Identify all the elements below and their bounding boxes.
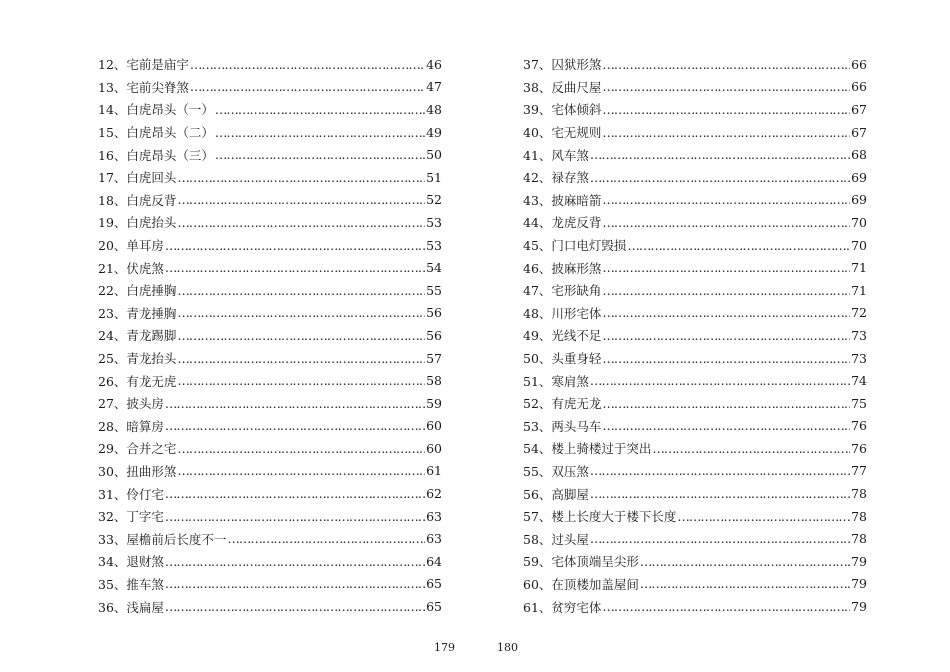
entry-title: 青龙抬头 <box>126 351 177 367</box>
entry-page-number: 77 <box>851 463 867 479</box>
entry-page-number: 46 <box>426 56 442 72</box>
dot-leader <box>177 283 425 298</box>
toc-entry <box>523 98 867 121</box>
entry-title: 有龙无虎 <box>126 373 177 389</box>
entry-title: 披头房 <box>126 396 164 412</box>
entry-title: 门口电灯毁损 <box>551 238 627 254</box>
dot-leader <box>190 57 425 72</box>
entry-number: 13、 <box>98 79 127 95</box>
dot-leader <box>165 554 425 569</box>
entry-number: 48、 <box>523 305 552 321</box>
entry-page-number: 63 <box>426 508 442 524</box>
dot-leader <box>640 554 850 569</box>
entry-page-number: 56 <box>426 327 442 343</box>
toc-entry <box>523 302 867 325</box>
entry-number: 37、 <box>523 57 552 73</box>
entry-title: 丁字宅 <box>126 509 164 525</box>
entry-number: 27、 <box>98 396 127 412</box>
entry-page-number: 71 <box>851 260 867 276</box>
entry-number: 45、 <box>523 238 552 254</box>
toc-entry <box>523 347 867 370</box>
entry-title: 伏虎煞 <box>126 260 164 276</box>
toc-entry <box>523 143 867 166</box>
toc-entry <box>523 573 867 596</box>
entry-page-number: 69 <box>851 169 867 185</box>
entry-page-number: 79 <box>851 599 867 615</box>
entry-page-number: 68 <box>851 147 867 163</box>
entry-number: 57、 <box>523 509 552 525</box>
entry-title: 宅前是庙宇 <box>126 57 189 73</box>
dot-leader <box>602 79 850 94</box>
entry-title: 披麻暗箭 <box>551 192 602 208</box>
toc-entry <box>98 595 442 618</box>
entry-page-number: 50 <box>426 147 442 163</box>
entry-page-number: 65 <box>426 599 442 615</box>
dot-leader <box>590 170 850 185</box>
dot-leader <box>627 238 850 253</box>
entry-title: 龙虎反背 <box>551 215 602 231</box>
entry-number: 28、 <box>98 418 127 434</box>
entry-number: 34、 <box>98 554 127 570</box>
entry-page-number: 67 <box>851 124 867 140</box>
dot-leader <box>602 305 850 320</box>
entry-page-number: 79 <box>851 553 867 569</box>
entry-page-number: 63 <box>426 531 442 547</box>
page-number-right: 180 <box>497 641 518 654</box>
entry-title: 白虎昂头（三） <box>126 147 214 163</box>
entry-page-number: 62 <box>426 486 442 502</box>
entry-title: 扭曲形煞 <box>126 463 177 479</box>
dot-leader <box>602 260 850 275</box>
toc-entry <box>98 166 442 189</box>
entry-title: 白虎回头 <box>126 170 177 186</box>
entry-page-number: 57 <box>426 350 442 366</box>
entry-number: 61、 <box>523 599 552 615</box>
toc-entry <box>98 189 442 212</box>
dot-leader <box>590 463 850 478</box>
dot-leader <box>177 441 425 456</box>
entry-number: 55、 <box>523 463 552 479</box>
toc-entry <box>523 550 867 573</box>
entry-page-number: 61 <box>426 463 442 479</box>
entry-number: 16、 <box>98 147 127 163</box>
entry-number: 15、 <box>98 125 127 141</box>
entry-number: 44、 <box>523 215 552 231</box>
dot-leader <box>602 125 850 140</box>
entry-title: 合并之宅 <box>126 441 177 457</box>
dot-leader <box>177 351 425 366</box>
entry-title: 两头马车 <box>551 418 602 434</box>
toc-entry <box>98 505 442 528</box>
entry-title: 单耳房 <box>126 238 164 254</box>
entry-number: 29、 <box>98 441 127 457</box>
entry-title: 贫穷宅体 <box>551 599 602 615</box>
toc-entry <box>523 527 867 550</box>
toc-entry <box>98 482 442 505</box>
entry-page-number: 47 <box>426 79 442 95</box>
dot-leader <box>602 215 850 230</box>
entry-number: 60、 <box>523 576 552 592</box>
entry-page-number: 78 <box>851 508 867 524</box>
entry-number: 47、 <box>523 283 552 299</box>
entry-number: 35、 <box>98 576 127 592</box>
entry-number: 53、 <box>523 418 552 434</box>
toc-entry <box>523 256 867 279</box>
entry-number: 24、 <box>98 328 127 344</box>
entry-page-number: 75 <box>851 395 867 411</box>
entry-title: 暗算房 <box>126 418 164 434</box>
entry-title: 白虎昂头（一） <box>126 102 214 118</box>
entry-page-number: 64 <box>426 553 442 569</box>
dot-leader <box>590 486 850 501</box>
toc-entry <box>523 595 867 618</box>
entry-page-number: 70 <box>851 214 867 230</box>
toc-entry <box>98 324 442 347</box>
entry-title: 有虎无龙 <box>551 396 602 412</box>
toc-entry <box>98 415 442 438</box>
entry-title: 宅无规则 <box>551 125 602 141</box>
entry-number: 25、 <box>98 351 127 367</box>
dot-leader <box>177 215 425 230</box>
entry-page-number: 52 <box>426 192 442 208</box>
entry-title: 双压煞 <box>551 463 589 479</box>
entry-title: 白虎昂头（二） <box>126 125 214 141</box>
entry-title: 披麻形煞 <box>551 260 602 276</box>
entry-number: 22、 <box>98 283 127 299</box>
toc-entry <box>98 527 442 550</box>
entry-page-number: 53 <box>426 214 442 230</box>
toc-entry <box>523 369 867 392</box>
entry-number: 51、 <box>523 373 552 389</box>
entry-number: 42、 <box>523 170 552 186</box>
dot-leader <box>177 305 425 320</box>
entry-page-number: 66 <box>851 56 867 72</box>
entry-number: 21、 <box>98 260 127 276</box>
toc-entry <box>523 415 867 438</box>
entry-page-number: 60 <box>426 418 442 434</box>
entry-title: 高脚屋 <box>551 486 589 502</box>
entry-page-number: 78 <box>851 531 867 547</box>
entry-page-number: 73 <box>851 350 867 366</box>
toc-entry <box>98 53 442 76</box>
entry-number: 39、 <box>523 102 552 118</box>
toc-entry <box>98 234 442 257</box>
dot-leader <box>602 57 850 72</box>
dot-leader <box>177 328 425 343</box>
dot-leader <box>215 102 425 117</box>
toc-entry <box>98 302 442 325</box>
toc-entry <box>523 392 867 415</box>
toc-entry <box>98 460 442 483</box>
entry-page-number: 56 <box>426 305 442 321</box>
entry-page-number: 49 <box>426 124 442 140</box>
toc-entry <box>523 437 867 460</box>
toc-entry <box>98 256 442 279</box>
entry-page-number: 60 <box>426 440 442 456</box>
toc-entry <box>523 460 867 483</box>
entry-title: 过头屋 <box>551 531 589 547</box>
entry-number: 20、 <box>98 238 127 254</box>
entry-page-number: 58 <box>426 373 442 389</box>
entry-number: 32、 <box>98 509 127 525</box>
dot-leader <box>165 599 425 614</box>
entry-title: 头重身轻 <box>551 351 602 367</box>
entry-page-number: 79 <box>851 576 867 592</box>
entry-title: 青龙捶胸 <box>126 305 177 321</box>
entry-title: 白虎捶胸 <box>126 283 177 299</box>
toc-entry <box>98 369 442 392</box>
dot-leader <box>602 396 850 411</box>
entry-title: 禄存煞 <box>551 170 589 186</box>
entry-title: 推车煞 <box>126 576 164 592</box>
entry-page-number: 73 <box>851 327 867 343</box>
toc-entry <box>98 98 442 121</box>
entry-page-number: 59 <box>426 395 442 411</box>
toc-left-column <box>98 53 442 618</box>
dot-leader <box>165 486 425 501</box>
entry-number: 19、 <box>98 215 127 231</box>
entry-number: 23、 <box>98 305 127 321</box>
entry-number: 43、 <box>523 192 552 208</box>
dot-leader <box>165 509 425 524</box>
toc-entry <box>98 392 442 415</box>
entry-title: 宅体顶端呈尖形 <box>551 554 639 570</box>
dot-leader <box>177 170 425 185</box>
toc-entry <box>98 211 442 234</box>
entry-page-number: 74 <box>851 373 867 389</box>
entry-title: 楼上骑楼过于突出 <box>551 441 652 457</box>
toc-entry <box>98 121 442 144</box>
entry-number: 26、 <box>98 373 127 389</box>
entry-number: 14、 <box>98 102 127 118</box>
entry-page-number: 66 <box>851 79 867 95</box>
dot-leader <box>590 373 850 388</box>
toc-right-column <box>523 53 867 618</box>
entry-page-number: 48 <box>426 101 442 117</box>
toc-entry <box>98 573 442 596</box>
entry-page-number: 69 <box>851 192 867 208</box>
entry-title: 风车煞 <box>551 147 589 163</box>
dot-leader <box>602 283 850 298</box>
entry-number: 17、 <box>98 170 127 186</box>
entry-number: 36、 <box>98 599 127 615</box>
dot-leader <box>177 192 425 207</box>
dot-leader <box>677 509 850 524</box>
toc-entry <box>523 324 867 347</box>
dot-leader <box>602 351 850 366</box>
dot-leader <box>602 102 850 117</box>
entry-number: 49、 <box>523 328 552 344</box>
entry-title: 青龙踢脚 <box>126 328 177 344</box>
dot-leader <box>227 531 425 546</box>
dot-leader <box>602 599 850 614</box>
entry-page-number: 54 <box>426 260 442 276</box>
entry-number: 31、 <box>98 486 127 502</box>
entry-title: 寒肩煞 <box>551 373 589 389</box>
toc-entry <box>98 76 442 99</box>
toc-entry <box>98 143 442 166</box>
toc-entry <box>523 505 867 528</box>
entry-number: 52、 <box>523 396 552 412</box>
dot-leader <box>590 147 850 162</box>
entry-page-number: 76 <box>851 440 867 456</box>
entry-number: 12、 <box>98 57 127 73</box>
toc-entry <box>523 211 867 234</box>
dot-leader <box>602 418 850 433</box>
entry-number: 41、 <box>523 147 552 163</box>
toc-entry <box>523 482 867 505</box>
entry-title: 白虎抬头 <box>126 215 177 231</box>
entry-title: 屋檐前后长度不一 <box>126 531 227 547</box>
entry-page-number: 71 <box>851 282 867 298</box>
toc-entry <box>523 121 867 144</box>
dot-leader <box>177 373 425 388</box>
toc-entry <box>98 347 442 370</box>
dot-leader <box>602 192 850 207</box>
entry-title: 囚狱形煞 <box>551 57 602 73</box>
dot-leader <box>652 441 850 456</box>
entry-page-number: 51 <box>426 169 442 185</box>
entry-page-number: 72 <box>851 305 867 321</box>
entry-number: 54、 <box>523 441 552 457</box>
entry-title: 退财煞 <box>126 554 164 570</box>
toc-entry <box>98 437 442 460</box>
entry-number: 40、 <box>523 125 552 141</box>
entry-page-number: 55 <box>426 282 442 298</box>
entry-title: 在顶楼加盖屋间 <box>551 576 639 592</box>
entry-page-number: 53 <box>426 237 442 253</box>
toc-entry <box>523 279 867 302</box>
toc-entry <box>523 76 867 99</box>
entry-number: 59、 <box>523 554 552 570</box>
entry-number: 58、 <box>523 531 552 547</box>
entry-title: 楼上长度大于楼下长度 <box>551 509 677 525</box>
entry-page-number: 76 <box>851 418 867 434</box>
entry-number: 46、 <box>523 260 552 276</box>
entry-number: 56、 <box>523 486 552 502</box>
dot-leader <box>590 531 850 546</box>
entry-number: 50、 <box>523 351 552 367</box>
entry-title: 伶仃宅 <box>126 486 164 502</box>
toc-entry <box>98 550 442 573</box>
toc-entry <box>523 189 867 212</box>
dot-leader <box>165 576 425 591</box>
dot-leader <box>215 125 425 140</box>
entry-title: 宅体倾斜 <box>551 102 602 118</box>
dot-leader <box>165 260 425 275</box>
entry-number: 38、 <box>523 79 552 95</box>
entry-title: 宅前尖脊煞 <box>126 79 189 95</box>
dot-leader <box>602 328 850 343</box>
entry-page-number: 70 <box>851 237 867 253</box>
entry-title: 川形宅体 <box>551 305 602 321</box>
dot-leader <box>215 147 425 162</box>
toc-entry <box>523 166 867 189</box>
toc-entry <box>523 234 867 257</box>
page-number-left: 179 <box>434 641 455 654</box>
entry-title: 光线不足 <box>551 328 602 344</box>
entry-number: 18、 <box>98 192 127 208</box>
dot-leader <box>177 463 425 478</box>
toc-entry <box>523 53 867 76</box>
entry-page-number: 67 <box>851 101 867 117</box>
dot-leader <box>165 238 425 253</box>
entry-number: 30、 <box>98 463 127 479</box>
toc-entry <box>98 279 442 302</box>
entry-title: 浅扁屋 <box>126 599 164 615</box>
entry-title: 反曲尺屋 <box>551 79 602 95</box>
entry-page-number: 78 <box>851 486 867 502</box>
dot-leader <box>640 576 850 591</box>
dot-leader <box>165 418 425 433</box>
dot-leader <box>165 396 425 411</box>
entry-number: 33、 <box>98 531 127 547</box>
entry-title: 白虎反背 <box>126 192 177 208</box>
dot-leader <box>190 79 425 94</box>
entry-title: 宅形缺角 <box>551 283 602 299</box>
entry-page-number: 65 <box>426 576 442 592</box>
